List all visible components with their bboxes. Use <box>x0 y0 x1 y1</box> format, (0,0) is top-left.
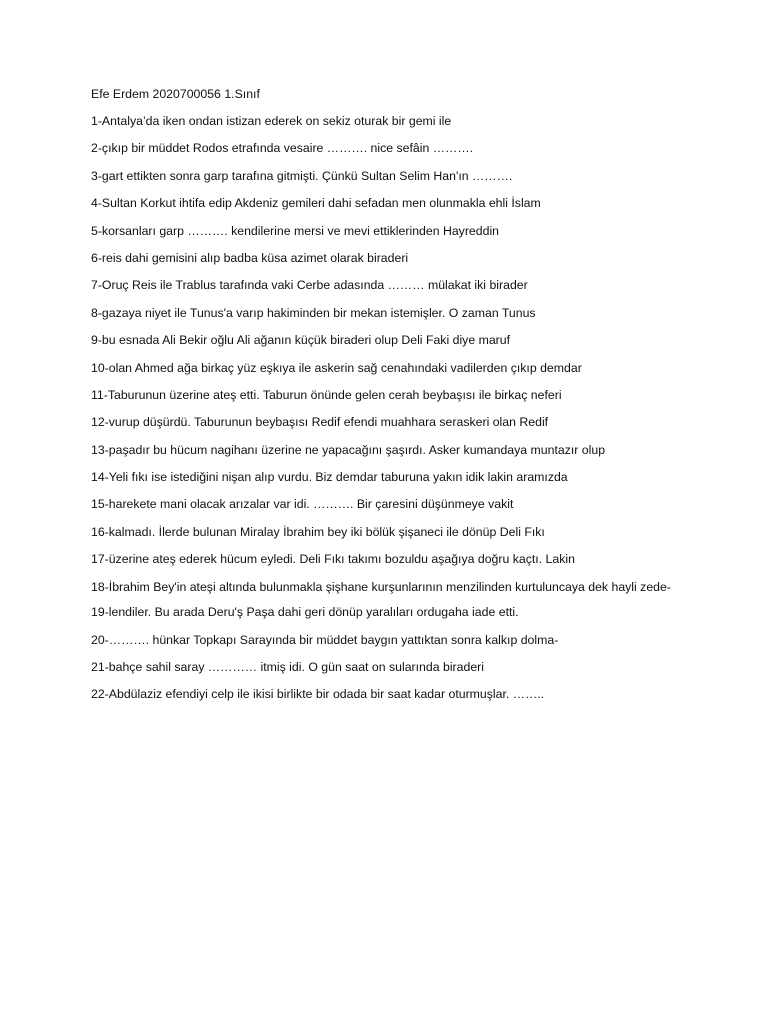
text-line-3: 3-gart ettikten sonra garp tarafına gitmişti. Çünkü Sultan Selim Han'ın ………. <box>91 168 513 183</box>
text-line-22: 22-Abdülaziz efendiyi celp ile ikisi birlikte bir odada bir saat kadar oturmuşlar. …….. <box>91 687 545 702</box>
text-line-9: 9-bu esnada Ali Bekir oğlu Ali ağanın küçük biraderi olup Deli Faki diye maruf <box>91 333 511 348</box>
text-line-19: 19-lendiler. Bu arada Deru'ş Paşa dahi geri dönüp yaralıları ordugaha iade etti. <box>91 605 519 620</box>
text-line-18: 18-İbrahim Bey'in ateşi altında bulunmakla şişhane kurşunlarının menzilinden kurtuluncaya dek hayli zede- <box>91 579 671 594</box>
text-line-8: 8-gazaya niyet ile Tunus'a varıp hakiminden bir mekan istemişler. O zaman Tunus <box>91 305 536 320</box>
text-line-13: 13-paşadır bu hücum nagihanı üzerine ne yapacağını şaşırdı. Asker kumandaya muntazır olup <box>91 442 606 457</box>
text-line-1: 1-Antalya’da iken ondan istizan ederek on sekiz oturak bir gemi ile <box>91 114 452 128</box>
text-line-7: 7-Oruç Reis ile Trablus tarafında vaki Cerbe adasında ……… mülakat iki birader <box>91 278 528 293</box>
text-line-21: 21-bahçe sahil saray ………… itmiş idi. O gün saat on sularında biraderi <box>91 660 484 675</box>
text-line-14: 14-Yeli fıkı ise istediğini nişan alıp vurdu. Biz demdar taburuna yakın idik lakin aramızda <box>91 470 568 485</box>
text-line-12: 12-vurup düşürdü. Taburunun beybaşısı Redif efendi muahhara seraskeri olan Redif <box>91 415 549 430</box>
document-body <box>91 86 681 714</box>
text-line-4: 4-Sultan Korkut ihtifa edip Akdeniz gemileri dahi sefadan men olunmakla ehli İslam <box>91 196 541 211</box>
text-line-16: 16-kalmadı. İlerde bulunan Miralay İbrahim bey iki bölük şişaneci ile dönüp Deli Fıkı <box>91 524 545 539</box>
text-line-2: 2-çıkıp bir müddet Rodos etrafında vesaire ………. nice sefâin ………. <box>91 141 474 156</box>
student-header: Efe Erdem 2020700056 1.Sınıf <box>91 87 260 101</box>
text-line-6: 6-reis dahi gemisini alıp badba küsa azimet olarak biraderi <box>91 250 409 265</box>
text-line-5: 5-korsanları garp ………. kendilerine mersi ve mevi ettiklerinden Hayreddin <box>91 223 500 238</box>
text-line-11: 11-Taburunun üzerine ateş etti. Taburun önünde gelen cerah beybaşısı ile birkaç neferi <box>91 387 562 402</box>
text-line-15: 15-harekete mani olacak arızalar var idi. ………. Bir çaresini düşünmeye vakit <box>91 497 514 512</box>
text-line-20: 20-………. hünkar Topkapı Sarayında bir müddet baygın yattıktan sonra kalkıp dolma- <box>91 632 559 647</box>
text-line-17: 17-üzerine ateş ederek hücum eyledi. Deli Fıkı takımı bozuldu aşağıya doğru kaçtı. Lakin <box>91 552 575 567</box>
text-line-10: 10-olan Ahmed ağa birkaç yüz eşkıya ile askerin sağ cenahındaki vadilerden çıkıp demdar <box>91 360 582 375</box>
